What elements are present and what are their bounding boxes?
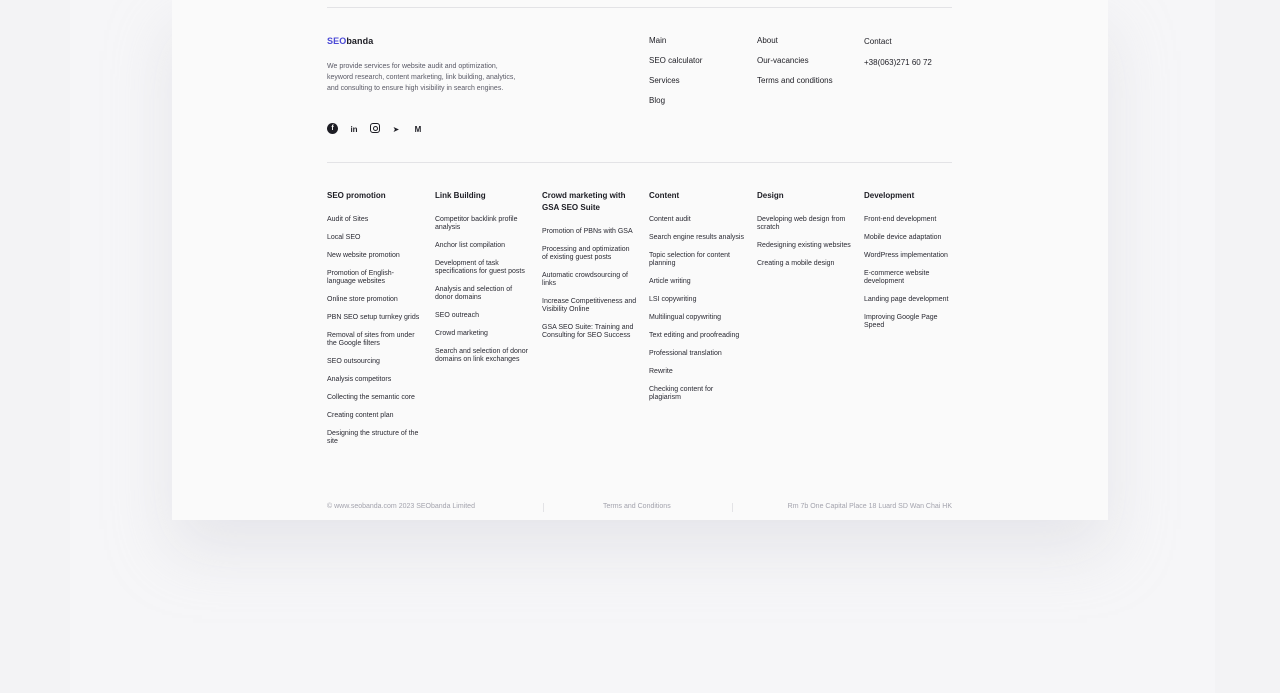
service-link[interactable]: Topic selection for content planning	[649, 252, 730, 267]
service-link[interactable]: New website promotion	[327, 252, 400, 259]
service-link[interactable]: Search engine results analysis	[649, 234, 744, 241]
nav-link-main[interactable]: Main	[649, 36, 667, 45]
category-design	[757, 190, 852, 268]
service-link[interactable]: Crowd marketing	[435, 330, 488, 337]
category-title: Content	[649, 191, 680, 200]
service-link[interactable]: Automatic crowdsourcing of links	[542, 272, 628, 287]
footer-card	[172, 0, 1108, 520]
service-link[interactable]: Promotion of English-language websites	[327, 270, 394, 285]
service-link[interactable]: Analysis and selection of donor domains	[435, 286, 513, 301]
service-link[interactable]: SEO outsourcing	[327, 358, 380, 365]
service-link[interactable]: Analysis competitors	[327, 376, 392, 383]
telegram-icon[interactable]: ➤	[392, 124, 400, 134]
category-title: SEO promotion	[327, 191, 386, 200]
service-link[interactable]: Checking content for plagiarism	[649, 386, 714, 401]
category-title: Crowd marketing with GSA SEO Suite	[542, 191, 626, 212]
social-links	[327, 123, 424, 135]
service-link[interactable]: Search and selection of donor domains on link exchanges	[435, 348, 529, 363]
service-link[interactable]: Professional translation	[649, 350, 722, 357]
category-crowd-marketing	[542, 190, 637, 340]
service-link[interactable]: Competitor backlink profile analysis	[435, 216, 518, 231]
gmail-icon[interactable]: M	[414, 124, 422, 134]
facebook-icon[interactable]: f	[327, 123, 338, 134]
nav-link-seo-calculator[interactable]: SEO calculator	[649, 56, 703, 65]
service-link[interactable]: Multilingual copywriting	[649, 314, 721, 321]
category-title: Link Building	[435, 191, 486, 200]
mid-divider	[327, 162, 952, 163]
about-text: We provide services for website audit and optimization, keyword research, content marketing, link building, analytics, and consulting to ensure high visibility in search engines.	[327, 63, 516, 92]
service-link[interactable]: WordPress implementation	[864, 252, 948, 259]
category-link-building	[435, 190, 530, 364]
service-link[interactable]: Landing page development	[864, 296, 949, 303]
service-link[interactable]: Redesigning existing websites	[757, 242, 851, 249]
footer-separator	[543, 503, 544, 512]
nav-column-about	[757, 35, 833, 86]
service-link[interactable]: E-commerce website development	[864, 270, 930, 285]
nav-link-about[interactable]: About	[757, 36, 778, 45]
service-link[interactable]: Anchor list compilation	[435, 242, 506, 249]
contact-link[interactable]: Contact	[864, 37, 892, 46]
footer-separator	[732, 503, 733, 512]
instagram-icon[interactable]	[370, 123, 380, 133]
service-link[interactable]: Content audit	[649, 216, 691, 223]
service-link[interactable]: Removal of sites from under the Google filters	[327, 332, 415, 347]
service-link[interactable]: SEO outreach	[435, 312, 479, 319]
linkedin-icon[interactable]: in	[350, 124, 358, 134]
service-link[interactable]: Collecting the semantic core	[327, 394, 415, 401]
top-divider	[327, 7, 952, 8]
phone-link[interactable]: +38(063)271 60 72	[864, 58, 932, 67]
service-link[interactable]: Creating a mobile design	[757, 260, 835, 267]
service-link[interactable]: Designing the structure of the site	[327, 430, 419, 445]
service-link[interactable]: Online store promotion	[327, 296, 398, 303]
category-development	[864, 190, 959, 330]
category-content	[649, 190, 744, 402]
nav-link-terms[interactable]: Terms and conditions	[757, 76, 833, 85]
service-link[interactable]: Improving Google Page Speed	[864, 314, 938, 329]
service-link[interactable]: Rewrite	[649, 368, 673, 375]
service-link[interactable]: PBN SEO setup turnkey grids	[327, 314, 420, 321]
category-title: Development	[864, 191, 915, 200]
service-link[interactable]: Promotion of PBNs with GSA	[542, 228, 633, 235]
service-link[interactable]: Developing web design from scratch	[757, 216, 846, 231]
nav-column-main	[649, 35, 702, 106]
service-link[interactable]: Increase Competitiveness and Visibility Online	[542, 298, 637, 313]
logo[interactable]: SEObanda	[327, 36, 374, 46]
nav-link-services[interactable]: Services	[649, 76, 680, 85]
nav-link-blog[interactable]: Blog	[649, 96, 666, 105]
service-link[interactable]: GSA SEO Suite: Training and Consulting for SEO Success	[542, 324, 634, 339]
service-link[interactable]: Front-end development	[864, 216, 937, 223]
service-link[interactable]: Mobile device adaptation	[864, 234, 942, 241]
category-title: Design	[757, 191, 784, 200]
service-link[interactable]: Processing and optimization of existing guest posts	[542, 246, 630, 261]
address-text: Rm 7b One Capital Place 18 Luard SD Wan Chai HK	[787, 503, 952, 510]
service-link[interactable]: Article writing	[649, 278, 691, 285]
contact-column	[864, 36, 932, 68]
nav-link-vacancies[interactable]: Our-vacancies	[757, 56, 809, 65]
service-link[interactable]: Text editing and proofreading	[649, 332, 740, 339]
service-link[interactable]: Creating content plan	[327, 412, 394, 419]
terms-link[interactable]: Terms and Conditions	[603, 503, 671, 510]
category-seo-promotion	[327, 190, 422, 446]
service-link[interactable]: Development of task specifications for guest posts	[435, 260, 525, 275]
service-link[interactable]: Local SEO	[327, 234, 361, 241]
service-link[interactable]: Audit of Sites	[327, 216, 369, 223]
copyright-text: © www.seobanda.com 2023 SEObanda Limited	[327, 503, 475, 510]
service-link[interactable]: LSI copywriting	[649, 296, 697, 303]
